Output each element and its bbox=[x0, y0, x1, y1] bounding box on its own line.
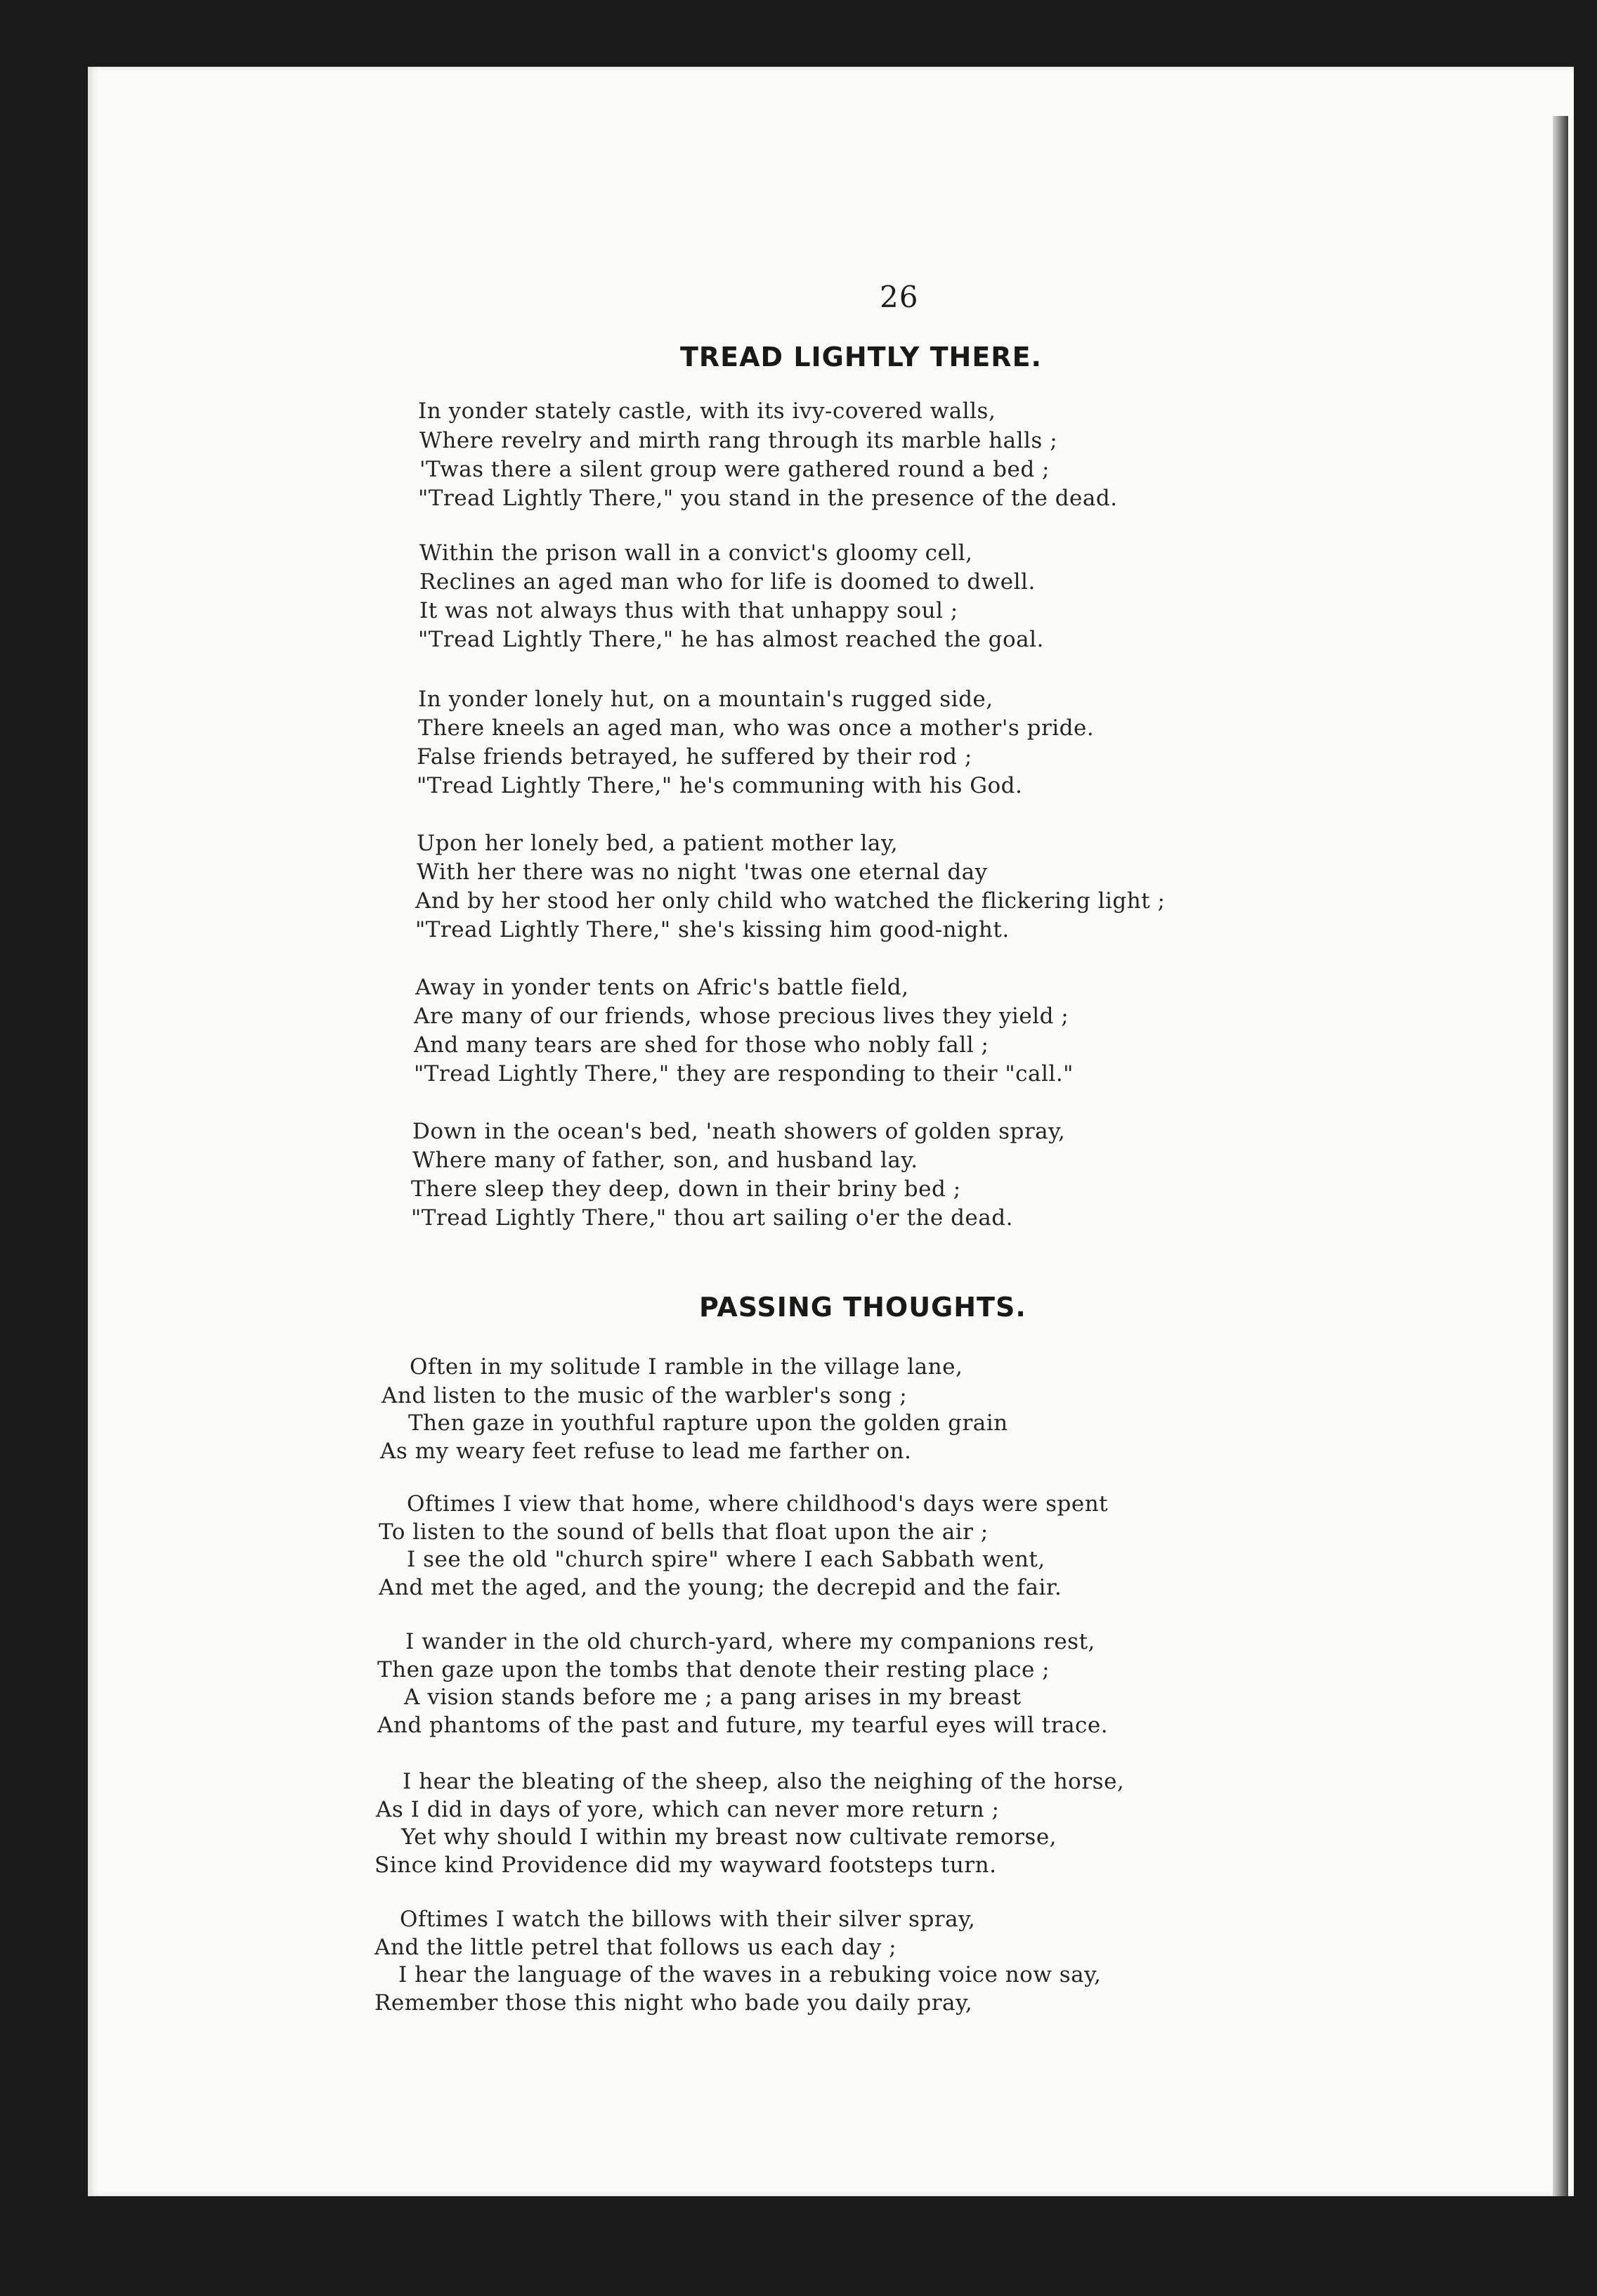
poem-line: Then gaze upon the tombs that denote their resting place ; bbox=[377, 1657, 1050, 1682]
poem-line: False friends betrayed, he suffered by their rod ; bbox=[417, 744, 972, 770]
poem-line: And by her stood her only child who watched the flickering light ; bbox=[415, 888, 1166, 914]
poem-title-tread-lightly-there: TREAD LIGHTLY THERE. bbox=[680, 342, 1042, 372]
poem-line: Yet why should I within my breast now cultivate remorse, bbox=[401, 1824, 1057, 1850]
poem-line: As I did in days of yore, which can never more return ; bbox=[376, 1797, 1000, 1822]
poem-line: "Tread Lightly There," he has almost reached the goal. bbox=[418, 627, 1044, 652]
poem-line: Reclines an aged man who for life is doomed to dwell. bbox=[419, 569, 1036, 595]
poem-line: There sleep they deep, down in their briny bed ; bbox=[411, 1176, 961, 1202]
poem-line: And listen to the music of the warbler's song ; bbox=[382, 1383, 908, 1408]
poem-line: Then gaze in youthful rapture upon the golden grain bbox=[408, 1410, 1008, 1436]
poem-line: "Tread Lightly There," you stand in the presence of the dead. bbox=[418, 486, 1118, 511]
page-number: 26 bbox=[880, 280, 919, 314]
poem-line: There kneels an aged man, who was once a mother's pride. bbox=[418, 715, 1095, 741]
poem-line: I see the old "church spire" where I each Sabbath went, bbox=[407, 1547, 1045, 1572]
poem-line: Often in my solitude I ramble in the village lane, bbox=[410, 1354, 963, 1380]
poem-line: "Tread Lightly There," they are responding to their "call." bbox=[414, 1061, 1074, 1087]
poem-line: Since kind Providence did my wayward footsteps turn. bbox=[374, 1853, 997, 1878]
poem-line: As my weary feet refuse to lead me farther on. bbox=[380, 1439, 912, 1464]
poem-line: Oftimes I view that home, where childhood's days were spent bbox=[407, 1491, 1109, 1517]
poem-line: "Tread Lightly There," she's kissing him good-night. bbox=[415, 917, 1010, 942]
poem-line: In yonder stately castle, with its ivy-covered walls, bbox=[418, 398, 996, 424]
poem-line: I hear the language of the waves in a rebuking voice now say, bbox=[398, 1962, 1102, 1987]
poem-line: Down in the ocean's bed, 'neath showers of golden spray, bbox=[412, 1119, 1066, 1144]
poem-line: Remember those this night who bade you daily pray, bbox=[374, 1990, 973, 2016]
poem-line: Upon her lonely bed, a patient mother lay, bbox=[417, 831, 899, 856]
poem-line: Are many of our friends, whose precious lives they yield ; bbox=[414, 1004, 1069, 1029]
poem-line: It was not always thus with that unhappy soul ; bbox=[419, 598, 958, 623]
poem-line: To listen to the sound of bells that float upon the air ; bbox=[379, 1519, 989, 1545]
poem-line: And met the aged, and the young; the decrepid and the fair. bbox=[379, 1575, 1062, 1600]
poem-line: Oftimes I watch the billows with their silver spray, bbox=[400, 1907, 976, 1932]
poem-line: A vision stands before me ; a pang arises in my breast bbox=[404, 1685, 1022, 1710]
poem-line: "Tread Lightly There," thou art sailing o'er the dead. bbox=[411, 1205, 1013, 1231]
poem-line: Where many of father, son, and husband lay. bbox=[412, 1148, 918, 1173]
poem-line: And many tears are shed for those who nobly fall ; bbox=[414, 1032, 989, 1058]
poem-title-passing-thoughts: PASSING THOUGHTS. bbox=[699, 1292, 1026, 1323]
poem-line: "Tread Lightly There," he's communing with his God. bbox=[417, 773, 1023, 798]
poem-line: In yonder lonely hut, on a mountain's rugged side, bbox=[418, 687, 993, 712]
poem-line: Where revelry and mirth rang through its marble halls ; bbox=[419, 428, 1058, 453]
book-spine-edge bbox=[1553, 116, 1568, 2196]
poem-line: With her there was no night 'twas one eternal day bbox=[417, 860, 988, 885]
poem-line: Away in yonder tents on Afric's battle field, bbox=[415, 975, 909, 1000]
poem-line: I wander in the old church-yard, where my companions rest, bbox=[405, 1629, 1095, 1654]
poem-line: 'Twas there a silent group were gathered round a bed ; bbox=[419, 457, 1050, 482]
poem-line: And the little petrel that follows us each day ; bbox=[374, 1935, 897, 1960]
poem-line: Within the prison wall in a convict's gloomy cell, bbox=[419, 540, 973, 566]
poem-line: I hear the bleating of the sheep, also the neighing of the horse, bbox=[403, 1769, 1125, 1794]
poem-line: And phantoms of the past and future, my tearful eyes will trace. bbox=[377, 1713, 1109, 1738]
